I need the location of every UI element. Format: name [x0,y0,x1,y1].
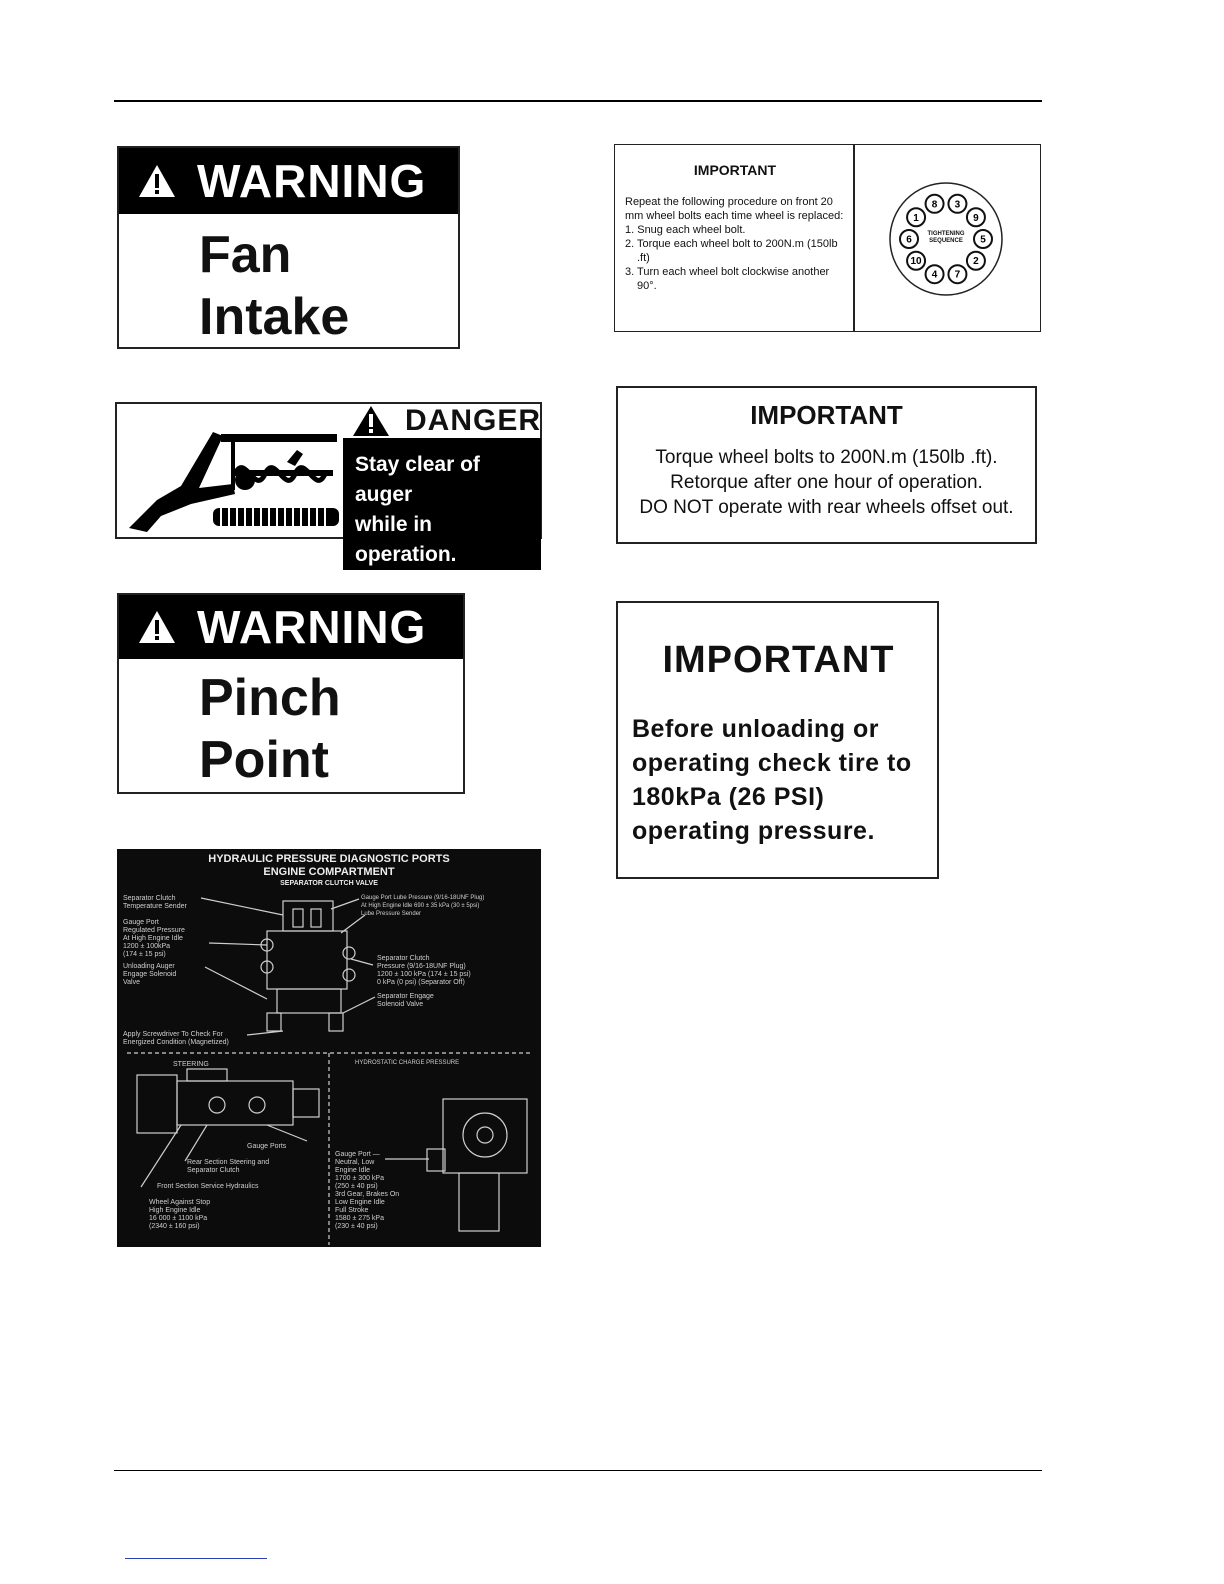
bolt-number: 3 [954,199,961,211]
decal-line: Intake [199,288,350,346]
bolt-number: 6 [906,234,912,246]
procedure-step: 2. Torque each wheel bolt to 200N.m (150lb .ft) [625,238,838,264]
auger-pictogram [117,404,343,537]
warning-fan-intake-decal [117,146,460,349]
label-steering: STEERING [173,1061,209,1068]
decal-line: operating pressure. [632,817,875,845]
important-heading: IMPORTANT [750,400,903,430]
warning-triangle-icon [351,404,391,438]
procedure-step: 3. Turn each wheel bolt clockwise another 90°. [625,266,830,292]
decal-line: Stay clear of auger [355,453,480,506]
bolt-number: 1 [913,212,919,224]
hydraulic-subtitle-compartment: ENGINE COMPARTMENT [263,866,395,878]
label-screwdriver-check: Apply Screwdriver To Check For Energized Condition (Magnetized) [123,1031,229,1046]
warning-triangle-icon [137,163,177,199]
warning-triangle-icon [137,609,177,645]
label-hydrostatic-charge: HYDROSTATIC CHARGE PRESSURE [355,1060,460,1066]
bolt-number: 4 [931,269,938,281]
danger-auger-decal [115,402,542,566]
label-wheel-against-stop: Wheel Against Stop High Engine Idle 16 000 ± 1100 kPa (2340 ± 160 psi) [149,1199,211,1230]
warning-header [119,595,463,659]
wheel-bolt [926,265,944,283]
label-rear-section: Rear Section Steering and Separator Clutch [187,1159,270,1174]
important-torque-decal [616,386,1037,544]
bolt-number: 2 [973,256,979,268]
procedure-intro: Repeat the following procedure on front 20 mm wheel bolts each time wheel is replaced: [625,196,844,222]
bolt-number: 7 [954,269,961,281]
warning-pinch-point-decal [117,593,465,794]
decal-line: Before unloading or [632,715,879,743]
wheel-bolt [900,230,918,248]
bolt-number: 9 [973,212,979,224]
footer-link-underline[interactable] [125,1558,267,1559]
top-rule [114,100,1042,102]
label-lube-pressure: Gauge Port Lube Pressure (9/16-18UNF Plug) At High Engine Idle 690 ± 35 kPa (30 ± 5psi) Lube Pressure Sender [361,895,485,917]
label-separator-clutch-temp: Separator Clutch Temperature Sender [123,895,187,910]
decal-line: Point [199,731,329,789]
bolt-number: 8 [931,199,938,211]
wheel-bolt [967,208,985,226]
decal-line: Pinch [199,669,341,727]
wheel-bolt [974,230,992,248]
important-tightening-decal [614,144,1041,332]
label-separator-clutch-pressure: Separator Clutch Pressure (9/16-18UNF Plug) 1200 ± 100 kPa (174 ± 15 psi) 0 kPa (0 psi) (Separator Off) [377,955,471,986]
decal-line: DO NOT operate with rear wheels offset out. [639,497,1014,518]
warning-header [119,148,458,214]
tightening-sequence-label: TIGHTENING SEQUENCE [927,231,965,244]
wheel-bolt [926,195,944,213]
label-front-section: Front Section Service Hydraulics [157,1183,259,1190]
warning-heading: WARNING [197,155,427,207]
label-separator-engage-valve: Separator Engage Solenoid Valve [377,993,434,1008]
important-heading: IMPORTANT [662,639,895,681]
wheel-bolt [948,265,966,283]
warning-heading: WARNING [197,601,427,653]
hydraulic-title: HYDRAULIC PRESSURE DIAGNOSTIC PORTS [208,853,450,865]
danger-heading: DANGER [405,404,542,437]
decal-line: Torque wheel bolts to 200N.m (150lb .ft). [655,447,998,468]
hydraulic-subtitle-valve: SEPARATOR CLUTCH VALVE [280,880,378,887]
label-unloading-auger-valve: Unloading Auger Engage Solenoid Valve [123,963,177,986]
tightening-sequence-diagram [855,145,1040,331]
decal-line: 180kPa (26 PSI) [632,783,825,811]
label-gauge-regulated: Gauge Port Regulated Pressure At High Engine Idle 1200 ± 100kPa (174 ± 15 psi) [123,919,185,958]
hydraulic-diagnostic-ports-decal [117,849,541,1247]
decal-line: Retorque after one hour of operation. [670,472,983,493]
important-heading: IMPORTANT [693,162,777,178]
wheel-bolt [907,252,925,270]
procedure-step: 1. Snug each wheel bolt. [625,224,746,236]
danger-message [343,438,541,570]
label-charge-pressure: Gauge Port — Neutral, Low Engine Idle 1700 ± 300 kPa (250 ± 40 psi) 3rd Gear, Brakes On Low Engine Idle Full Stroke 1580 ± 275 kPa (230 ± 40 psi) [335,1151,400,1230]
label-gauge-ports: Gauge Ports [247,1143,287,1150]
wheel-bolt [907,208,925,226]
bolt-number: 5 [980,234,986,246]
wheel-bolt [967,252,985,270]
bolt-number: 10 [910,256,922,268]
bottom-rule [114,1470,1042,1471]
important-tire-pressure-decal [616,601,939,879]
wheel-bolt [948,195,966,213]
decal-line: Fan [199,226,292,284]
decal-line: operating check tire to [632,749,912,777]
decal-line: while in operation. [355,513,457,566]
danger-header [343,404,541,438]
